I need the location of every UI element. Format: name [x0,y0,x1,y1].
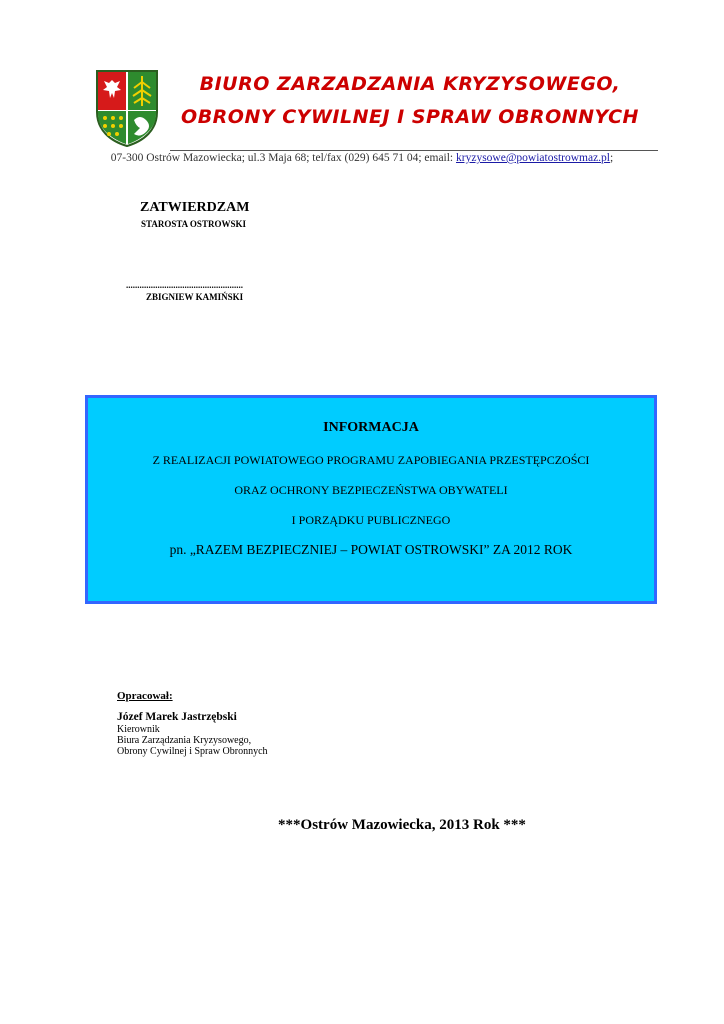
approval-role: STAROSTA OSTROWSKI [141,219,246,229]
prepared-by-office-2: Obrony Cywilnej i Spraw Obronnych [117,746,268,757]
info-box [85,395,657,604]
info-line-4: pn. „RAZEM BEZPIECZNIEJ – POWIAT OSTROWSKI” ZA 2012 ROK [169,542,573,557]
prepared-by-office-1: Biura Zarządzania Kryzysowego, [117,735,252,746]
info-title: INFORMACJA [323,420,419,435]
footer-place-date: ***Ostrów Mazowiecka, 2013 Rok *** [278,817,526,833]
info-line-3: I PORZĄDKU PUBLICZNEGO [291,513,451,527]
prepared-by-label: Opracował: [117,690,173,702]
header-title-line2: OBRONY CYWILNEJ I SPRAW OBRONNYCH [181,106,639,128]
info-line-1: Z REALIZACJI POWIATOWEGO PROGRAMU ZAPOBIEGANIA PRZESTĘPCZOŚCI [152,453,590,467]
approval-heading: ZATWIERDZAM [140,200,250,215]
approver-name: ZBIGNIEW KAMIŃSKI [146,292,244,302]
email-link[interactable]: kryzysowe@powiatostrowmaz.pl [456,152,611,164]
prepared-by-position: Kierownik [117,724,160,735]
header-title-line1: BIURO ZARZADZANIA KRYZYSOWEGO, [199,73,621,95]
signature-line: .................................................... [126,280,243,290]
header-divider [170,150,658,151]
info-line-2: ORAZ OCHRONY BEZPIECZEŃSTWA OBYWATELI [234,483,508,497]
prepared-by-name: Józef Marek Jastrzębski [117,711,237,723]
header-address [0,152,724,164]
address-suffix: ; [610,152,614,164]
address-text: 07-300 Ostrów Mazowiecka; ul.3 Maja 68; tel/fax (029) 645 71 04; email: [110,152,457,164]
